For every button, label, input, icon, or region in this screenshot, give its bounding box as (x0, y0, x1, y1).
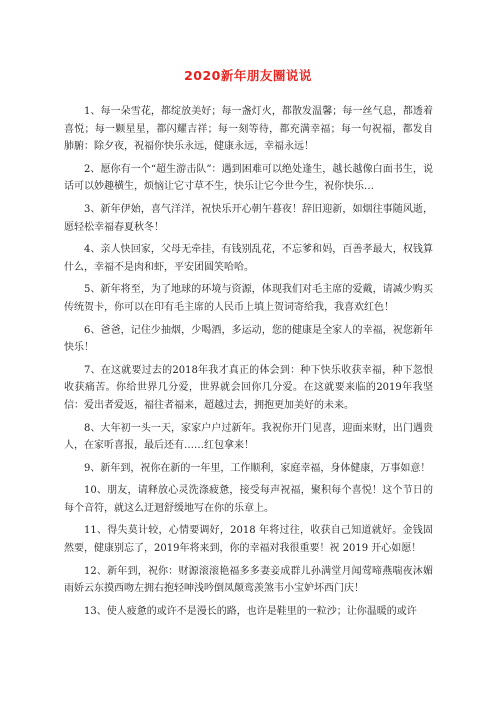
paragraph: 2、愿你有一个“超生游击队”：遇到困难可以绝处逢生，越长越像白面书生，说话可以妙趣横生，烦恼让它寸草不生，快乐让它今世今生，祝你快乐… (64, 163, 433, 193)
document-body (64, 103, 433, 625)
paragraph: 12、新年到，祝你：财源滚滚艳福多多妻妾成群儿孙满堂月闻莺啼燕喘夜沐媚雨娇云东摸西吻左拥右抱轻呻浅吟倒凤颠鸾羡煞韦小宝妒坏西门庆！ (64, 565, 433, 595)
paragraph: 5、新年将至，为了地球的环境与资源，体现我们对毛主席的爱戴，请减少购买传统贺卡，你可以在印有毛主席的人民币上填上贺词寄给我，我喜欢红色！ (64, 284, 433, 313)
paragraph: 10、朋友，请释放心灵洗涤疲惫，接受每声祝福，聚积每个喜悦！这个节日的每个音符，就这么迂迴舒缓地写在你的乐章上。 (64, 485, 433, 514)
paragraph: 13、使人疲惫的或许不是漫长的路，也许是鞋里的一粒沙；让你温暖的或许 (84, 605, 417, 617)
paragraph: 7、在这就要过去的2018年我才真正的体会到：种下快乐收获幸福，种下忽恨收获痛苦。你给世界几分爱，世界就会回你几分爱。在这就要来临的2019年我坚信：爱出者爱返，福往者福来，超越过去，拥抱更加美好的未来。 (64, 364, 433, 411)
paragraph: 4、亲人快回家，父母无牵挂，有钱别乱花，不忘爹和妈，百善孝最大，权钱算什么，幸福不是肉和虾，平安团圆笑哈哈。 (64, 244, 433, 273)
paragraph: 11、得失莫计较，心情要调好，2018 年将过往，收获自己知道就好。金钱固然要，健康别忘了，2019年将来到，你的幸福对我很重要！祝 2019 开心如愿！ (64, 525, 433, 555)
paragraph: 1、每一朵雪花，都绽放美好；每一盏灯火，都散发温馨；每一丝气息，都透着喜悦；每一颗星星，都闪耀吉祥；每一刻等待，都充满幸福；每一句祝福，都发自肺腑：除夕夜，祝福你快乐永远，健康永远，幸福永远！ (64, 106, 433, 153)
paragraph: 8、大年初一头一天，家家户户过新年。我祝你开门见喜，迎面来财，出门遇贵人，在家听喜报，最后还有……红包拿来！ (64, 422, 433, 452)
document-title: 2020新年朋友圈说说 (184, 68, 312, 83)
paragraph: 3、新年伊始，喜气洋洋，祝快乐开心朝午暮夜！辞旧迎新，如烟往事随风逝，愿轻松幸福春夏秋冬！ (64, 203, 433, 233)
paragraph: 6、爸爸，记住少抽烟，少喝酒，多运动，您的健康是全家人的幸福，祝您新年快乐！ (64, 324, 433, 354)
paragraph: 9、新年到，祝你在新的一年里，工作顺利，家庭幸福，身体健康，万事如意！ (84, 462, 431, 474)
